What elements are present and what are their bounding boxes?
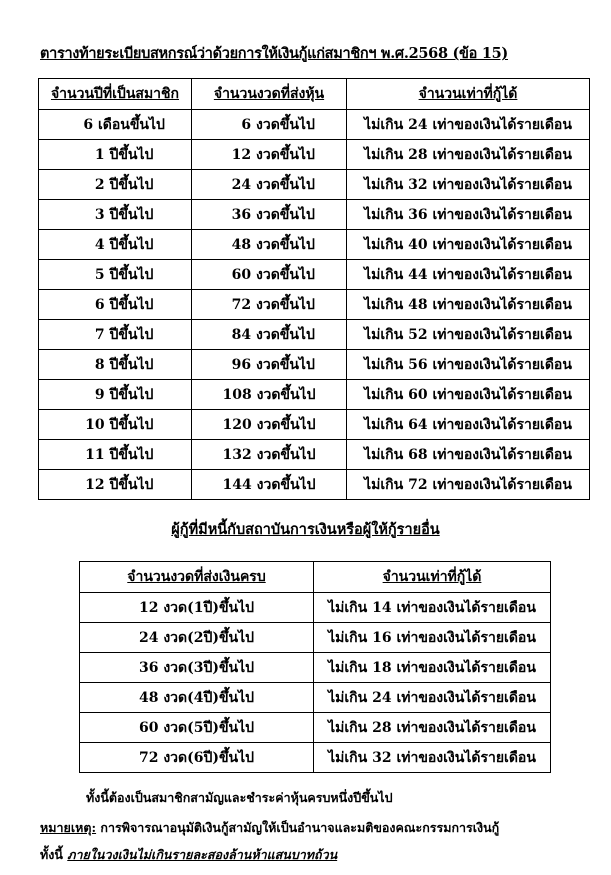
membership-years-cell	[39, 110, 192, 140]
installments-unit: งวดขึ้นไป	[256, 476, 316, 493]
installments-unit: งวดขึ้นไป	[256, 326, 315, 343]
installments-unit: งวดขึ้นไป	[256, 386, 316, 403]
share-installments-cell	[192, 170, 347, 200]
years-unit: ปีขึ้นไป	[109, 206, 154, 223]
condition-note: ทั้งนี้ต้องเป็นสมาชิกสามัญและชำระค่าหุ้นครบหนึ่งปีขึ้นไป	[86, 790, 393, 805]
loan-multiple-cell	[347, 350, 590, 380]
membership-years-cell	[39, 140, 192, 170]
loan-multiple-cell	[314, 623, 551, 653]
installments-value: 132	[222, 446, 252, 463]
share-installments-cell	[192, 110, 347, 140]
table-row	[39, 230, 590, 260]
installments-value: 84	[231, 326, 252, 343]
limit-value: 24	[372, 689, 392, 706]
loan-multiple-cell	[347, 290, 590, 320]
share-installments-cell	[192, 440, 347, 470]
years-value: 3	[94, 206, 105, 223]
years-value: 5	[94, 266, 105, 283]
limit-note-text: ภายในวงเงินไม่เกินรายละสองล้านห้าแสนบาทถ้วน	[67, 847, 338, 862]
limit-value: 56	[408, 356, 428, 373]
membership-years-cell	[39, 440, 192, 470]
years-unit: ปีขึ้นไป	[109, 386, 154, 403]
limit-value: 60	[408, 386, 428, 403]
loan-multiple-cell	[347, 110, 590, 140]
loan-multiple-cell	[314, 743, 551, 773]
installments-unit: งวด(3ปี)ขึ้นไป	[163, 659, 255, 676]
paid-installments-cell	[80, 683, 314, 713]
membership-years-cell	[39, 350, 192, 380]
limit-value: 18	[372, 659, 392, 676]
loan-multiple-cell	[347, 410, 590, 440]
installments-unit: งวดขึ้นไป	[256, 296, 315, 313]
limit-suffix: เท่าของเงินได้รายเดือน	[396, 629, 536, 646]
table-row	[80, 683, 551, 713]
years-unit: ปีขึ้นไป	[109, 416, 154, 433]
installments-unit: งวด(5ปี)ขึ้นไป	[163, 719, 255, 736]
installments-value: 144	[222, 476, 252, 493]
limit-value: 14	[372, 599, 392, 616]
membership-years-cell	[39, 290, 192, 320]
installments-value: 108	[222, 386, 252, 403]
membership-years-cell	[39, 170, 192, 200]
limit-value: 44	[408, 266, 428, 283]
years-unit: ปีขึ้นไป	[109, 146, 154, 163]
years-unit: ปีขึ้นไป	[109, 176, 154, 193]
limit-prefix: ไม่เกิน	[364, 176, 404, 193]
installments-unit: งวด(1ปี)ขึ้นไป	[163, 599, 255, 616]
years-value: 12	[85, 476, 105, 493]
limit-value: 32	[408, 176, 428, 193]
limit-value: 28	[372, 719, 392, 736]
years-value: 10	[85, 416, 105, 433]
share-installments-cell	[192, 200, 347, 230]
limit-suffix: เท่าของเงินได้รายเดือน	[396, 659, 536, 676]
years-unit: ปีขึ้นไป	[109, 476, 154, 493]
loan-multiple-cell	[347, 470, 590, 500]
table-row	[39, 110, 590, 140]
limit-value: 72	[408, 476, 428, 493]
limit-suffix: เท่าของเงินได้รายเดือน	[396, 749, 536, 766]
installments-value: 36	[138, 659, 159, 676]
remark-label: หมายเหตุ:	[40, 820, 97, 835]
installments-unit: งวดขึ้นไป	[256, 416, 316, 433]
limit-suffix: เท่าของเงินได้รายเดือน	[432, 326, 572, 343]
share-installments-cell	[192, 290, 347, 320]
limit-prefix: ไม่เกิน	[364, 116, 404, 133]
limit-prefix: ไม่เกิน	[328, 659, 368, 676]
limit-suffix: เท่าของเงินได้รายเดือน	[432, 206, 572, 223]
installments-unit: งวดขึ้นไป	[256, 266, 315, 283]
limit-value: 64	[408, 416, 428, 433]
share-installments-cell	[192, 470, 347, 500]
page-title: ตารางท้ายระเบียบสหกรณ์ว่าด้วยการให้เงินกู้แก่สมาชิกฯ พ.ศ.2568 (ข้อ 15)	[40, 45, 508, 62]
limit-value: 52	[408, 326, 428, 343]
share-installments-cell	[192, 350, 347, 380]
table-row	[39, 140, 590, 170]
limit-suffix: เท่าของเงินได้รายเดือน	[432, 446, 572, 463]
installments-unit: งวดขึ้นไป	[256, 176, 315, 193]
limit-suffix: เท่าของเงินได้รายเดือน	[432, 416, 572, 433]
membership-years-cell	[39, 200, 192, 230]
header-loan-multiple: จำนวนเท่าที่กู้ได้	[314, 562, 551, 593]
loan-multiple-cell	[347, 320, 590, 350]
membership-years-cell	[39, 380, 192, 410]
installments-unit: งวดขึ้นไป	[256, 146, 315, 163]
loan-multiple-cell	[314, 713, 551, 743]
installments-unit: งวดขึ้นไป	[256, 356, 315, 373]
limit-suffix: เท่าของเงินได้รายเดือน	[432, 356, 572, 373]
loan-multiple-cell	[347, 260, 590, 290]
installments-unit: งวด(4ปี)ขึ้นไป	[163, 689, 255, 706]
limit-prefix: ไม่เกิน	[328, 629, 368, 646]
limit-prefix: ไม่เกิน	[364, 146, 404, 163]
share-installments-cell	[192, 260, 347, 290]
table-row	[80, 623, 551, 653]
installments-unit: งวดขึ้นไป	[256, 446, 316, 463]
installments-value: 72	[231, 296, 252, 313]
remark-note	[40, 818, 499, 838]
table-row	[39, 350, 590, 380]
table-row	[80, 713, 551, 743]
installments-value: 12	[138, 599, 159, 616]
years-unit: ปีขึ้นไป	[109, 356, 154, 373]
limit-prefix: ไม่เกิน	[364, 386, 404, 403]
remark-text: การพิจารณาอนุมัติเงินกู้สามัญให้เป็นอำนาจและมติของคณะกรรมการเงินกู้	[96, 820, 500, 835]
limit-suffix: เท่าของเงินได้รายเดือน	[432, 296, 572, 313]
table-row	[39, 170, 590, 200]
limit-prefix: ไม่เกิน	[364, 266, 404, 283]
limit-suffix: เท่าของเงินได้รายเดือน	[396, 689, 536, 706]
table-row	[39, 440, 590, 470]
years-value: 6	[83, 116, 94, 133]
years-unit: ปีขึ้นไป	[109, 446, 154, 463]
installments-value: 36	[231, 206, 252, 223]
years-value: 2	[94, 176, 105, 193]
limit-value: 28	[408, 146, 428, 163]
limit-prefix: ไม่เกิน	[364, 476, 404, 493]
loan-multiple-cell	[314, 683, 551, 713]
years-value: 11	[85, 446, 105, 463]
years-unit: ปีขึ้นไป	[109, 296, 154, 313]
limit-suffix: เท่าของเงินได้รายเดือน	[432, 236, 572, 253]
installments-unit: งวด(6ปี)ขึ้นไป	[163, 749, 255, 766]
installments-value: 24	[231, 176, 252, 193]
limit-note-prefix: ทั้งนี้	[40, 847, 68, 862]
section-subtitle: ผู้กู้ที่มีหนี้กับสถาบันการเงินหรือผู้ให้กู้รายอื่น	[171, 521, 440, 538]
header-share-installments: จำนวนงวดที่ส่งหุ้น	[192, 79, 347, 110]
limit-suffix: เท่าของเงินได้รายเดือน	[432, 146, 572, 163]
table-row	[80, 653, 551, 683]
limit-prefix: ไม่เกิน	[364, 206, 404, 223]
paid-installments-cell	[80, 743, 314, 773]
header-paid-installments: จำนวนงวดที่ส่งเงินครบ	[80, 562, 314, 593]
installments-unit: งวด(2ปี)ขึ้นไป	[163, 629, 255, 646]
limit-suffix: เท่าของเงินได้รายเดือน	[432, 386, 572, 403]
loan-multiple-cell	[347, 140, 590, 170]
limit-prefix: ไม่เกิน	[328, 719, 368, 736]
loan-multiple-cell	[314, 593, 551, 623]
loan-multiple-cell	[314, 653, 551, 683]
years-value: 1	[94, 146, 105, 163]
installments-unit: งวดขึ้นไป	[256, 116, 315, 133]
installments-unit: งวดขึ้นไป	[256, 206, 315, 223]
header-membership-years: จำนวนปีที่เป็นสมาชิก	[39, 79, 192, 110]
membership-years-cell	[39, 320, 192, 350]
installments-value: 60	[138, 719, 159, 736]
paid-installments-cell	[80, 593, 314, 623]
installments-unit: งวดขึ้นไป	[256, 236, 315, 253]
loan-multiple-cell	[347, 440, 590, 470]
loan-multiple-cell	[347, 170, 590, 200]
limit-suffix: เท่าของเงินได้รายเดือน	[396, 719, 536, 736]
table-header-row	[80, 562, 551, 593]
installments-value: 48	[138, 689, 159, 706]
installments-value: 72	[138, 749, 159, 766]
table-row	[39, 200, 590, 230]
limit-prefix: ไม่เกิน	[364, 236, 404, 253]
limit-prefix: ไม่เกิน	[364, 296, 404, 313]
share-installments-cell	[192, 230, 347, 260]
limit-prefix: ไม่เกิน	[364, 326, 404, 343]
membership-years-cell	[39, 230, 192, 260]
membership-years-cell	[39, 470, 192, 500]
limit-value: 32	[372, 749, 392, 766]
limit-value: 24	[408, 116, 428, 133]
years-unit: ปีขึ้นไป	[109, 326, 154, 343]
limit-prefix: ไม่เกิน	[328, 749, 368, 766]
limit-value: 48	[408, 296, 428, 313]
installments-value: 60	[231, 266, 252, 283]
paid-installments-cell	[80, 713, 314, 743]
membership-years-cell	[39, 260, 192, 290]
installments-value: 48	[231, 236, 252, 253]
years-unit: ปีขึ้นไป	[109, 236, 154, 253]
installments-value: 6	[241, 116, 252, 133]
installments-value: 12	[231, 146, 252, 163]
years-unit: เดือนขึ้นไป	[97, 116, 165, 133]
years-value: 8	[94, 356, 105, 373]
limit-prefix: ไม่เกิน	[328, 689, 368, 706]
limit-prefix: ไม่เกิน	[328, 599, 368, 616]
table-row	[39, 290, 590, 320]
limit-value: 36	[408, 206, 428, 223]
table-row	[80, 743, 551, 773]
years-unit: ปีขึ้นไป	[109, 266, 154, 283]
installments-value: 24	[138, 629, 159, 646]
limit-note	[40, 845, 337, 865]
table-row	[80, 593, 551, 623]
years-value: 4	[94, 236, 105, 253]
limit-value: 16	[372, 629, 392, 646]
installments-value: 120	[222, 416, 252, 433]
years-value: 7	[94, 326, 105, 343]
share-installments-cell	[192, 410, 347, 440]
years-value: 6	[94, 296, 105, 313]
membership-years-cell	[39, 410, 192, 440]
limit-value: 68	[408, 446, 428, 463]
limit-suffix: เท่าของเงินได้รายเดือน	[432, 116, 572, 133]
limit-prefix: ไม่เกิน	[364, 356, 404, 373]
other-debt-loan-table	[79, 561, 551, 773]
paid-installments-cell	[80, 623, 314, 653]
share-installments-cell	[192, 140, 347, 170]
years-value: 9	[94, 386, 105, 403]
paid-installments-cell	[80, 653, 314, 683]
limit-value: 40	[408, 236, 428, 253]
limit-prefix: ไม่เกิน	[364, 446, 404, 463]
table-row	[39, 470, 590, 500]
table-row	[39, 380, 590, 410]
table-header-row	[39, 79, 590, 110]
loan-multiple-cell	[347, 230, 590, 260]
share-installments-cell	[192, 320, 347, 350]
limit-suffix: เท่าของเงินได้รายเดือน	[432, 176, 572, 193]
loan-multiple-cell	[347, 380, 590, 410]
header-loan-multiple: จำนวนเท่าที่กู้ได้	[347, 79, 590, 110]
limit-suffix: เท่าของเงินได้รายเดือน	[432, 266, 572, 283]
table-row	[39, 260, 590, 290]
loan-limit-table	[38, 78, 590, 500]
limit-suffix: เท่าของเงินได้รายเดือน	[432, 476, 572, 493]
table-row	[39, 410, 590, 440]
loan-multiple-cell	[347, 200, 590, 230]
table-row	[39, 320, 590, 350]
limit-prefix: ไม่เกิน	[364, 416, 404, 433]
installments-value: 96	[231, 356, 252, 373]
share-installments-cell	[192, 380, 347, 410]
limit-suffix: เท่าของเงินได้รายเดือน	[396, 599, 536, 616]
